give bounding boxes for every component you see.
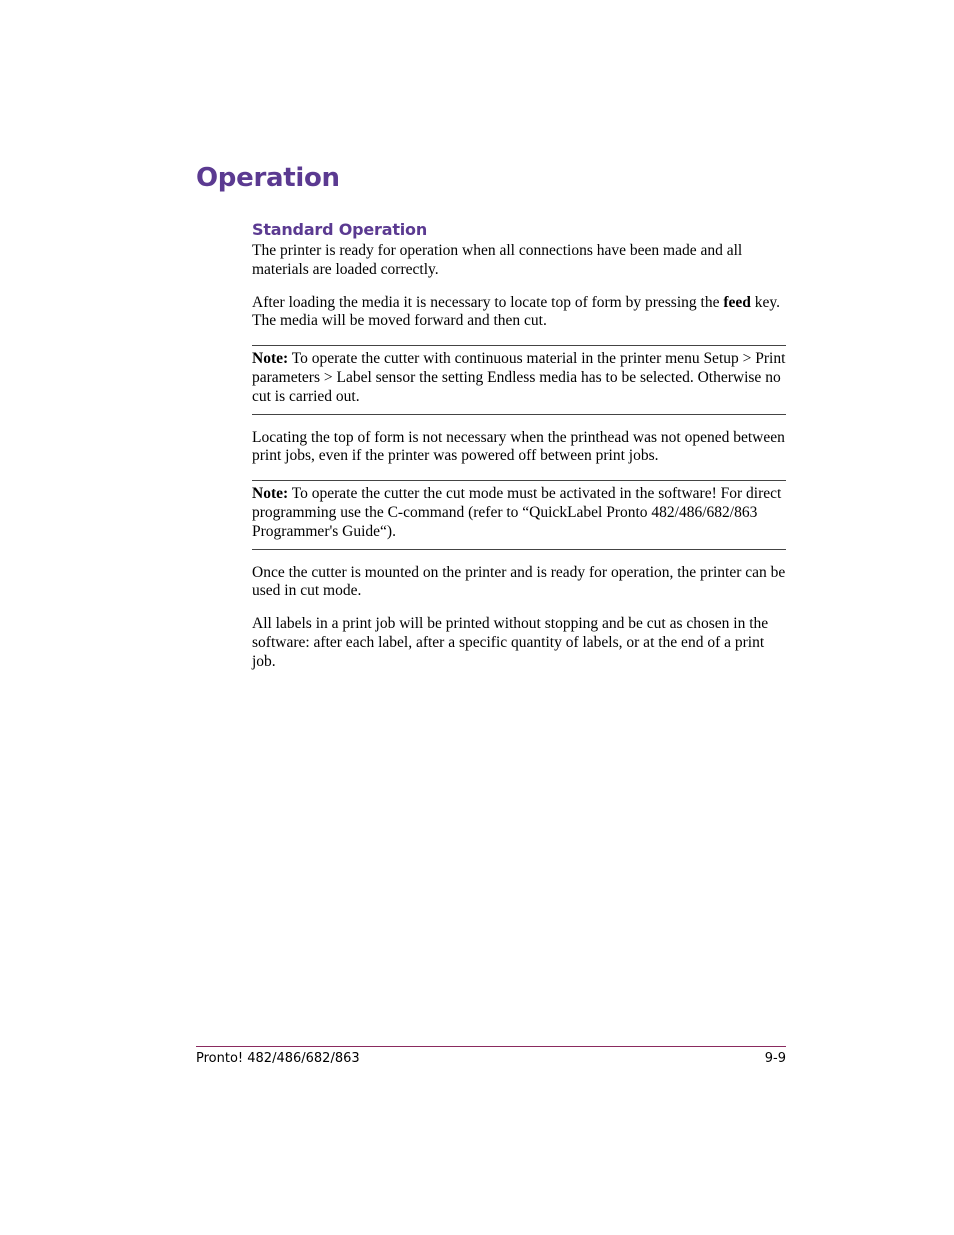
note-text: To operate the cutter with continuous material in the printer menu Setup > Print parameters > Label sensor the setting Endless media has to be selected. Otherwise no cut is carried out. bbox=[252, 350, 786, 405]
loading-media-text: After loading the media it is necessary to locate top of form by pressing the bbox=[252, 293, 720, 311]
paragraph-loading-media bbox=[252, 294, 786, 332]
section-title: Standard Operation bbox=[252, 220, 428, 239]
note-block-endless-media bbox=[252, 346, 786, 413]
footer-divider bbox=[196, 1046, 786, 1047]
note-label: Note: bbox=[252, 485, 289, 503]
paragraph-ready: The printer is ready for operation when all connections have been made and all materials are loaded correctly. bbox=[252, 242, 743, 278]
loading-media-text-end: key. The media will be moved forward and then cut. bbox=[252, 293, 780, 330]
feed-key-label: feed bbox=[723, 293, 751, 311]
note-block-cut-mode bbox=[252, 481, 786, 548]
note-cut-mode bbox=[252, 485, 786, 541]
note-label: Note: bbox=[252, 350, 289, 368]
note-endless-media bbox=[252, 350, 786, 406]
footer-page-number: 9-9 bbox=[764, 1051, 786, 1066]
note-text: To operate the cutter the cut mode must be activated in the software! For direct programming use the C-command (refer to “QuickLabel Pronto 482/486/682/863 Programmer's Guide“). bbox=[252, 485, 782, 540]
footer-product-name: Pronto! 482/486/682/863 bbox=[196, 1051, 360, 1066]
paragraph-labels-cut: All labels in a print job will be printed without stopping and be cut as chosen in the software: after each label, after a specific quantity of labels, or at the end of a print job. bbox=[252, 615, 769, 670]
paragraph-locating: Locating the top of form is not necessary when the printhead was not opened between print jobs, even if the printer was powered off between print jobs. bbox=[252, 428, 785, 465]
page-content bbox=[252, 218, 786, 672]
chapter-title: Operation bbox=[196, 163, 340, 193]
paragraph-cutter-mounted: Once the cutter is mounted on the printer and is ready for operation, the printer can be used in cut mode. bbox=[252, 563, 786, 600]
